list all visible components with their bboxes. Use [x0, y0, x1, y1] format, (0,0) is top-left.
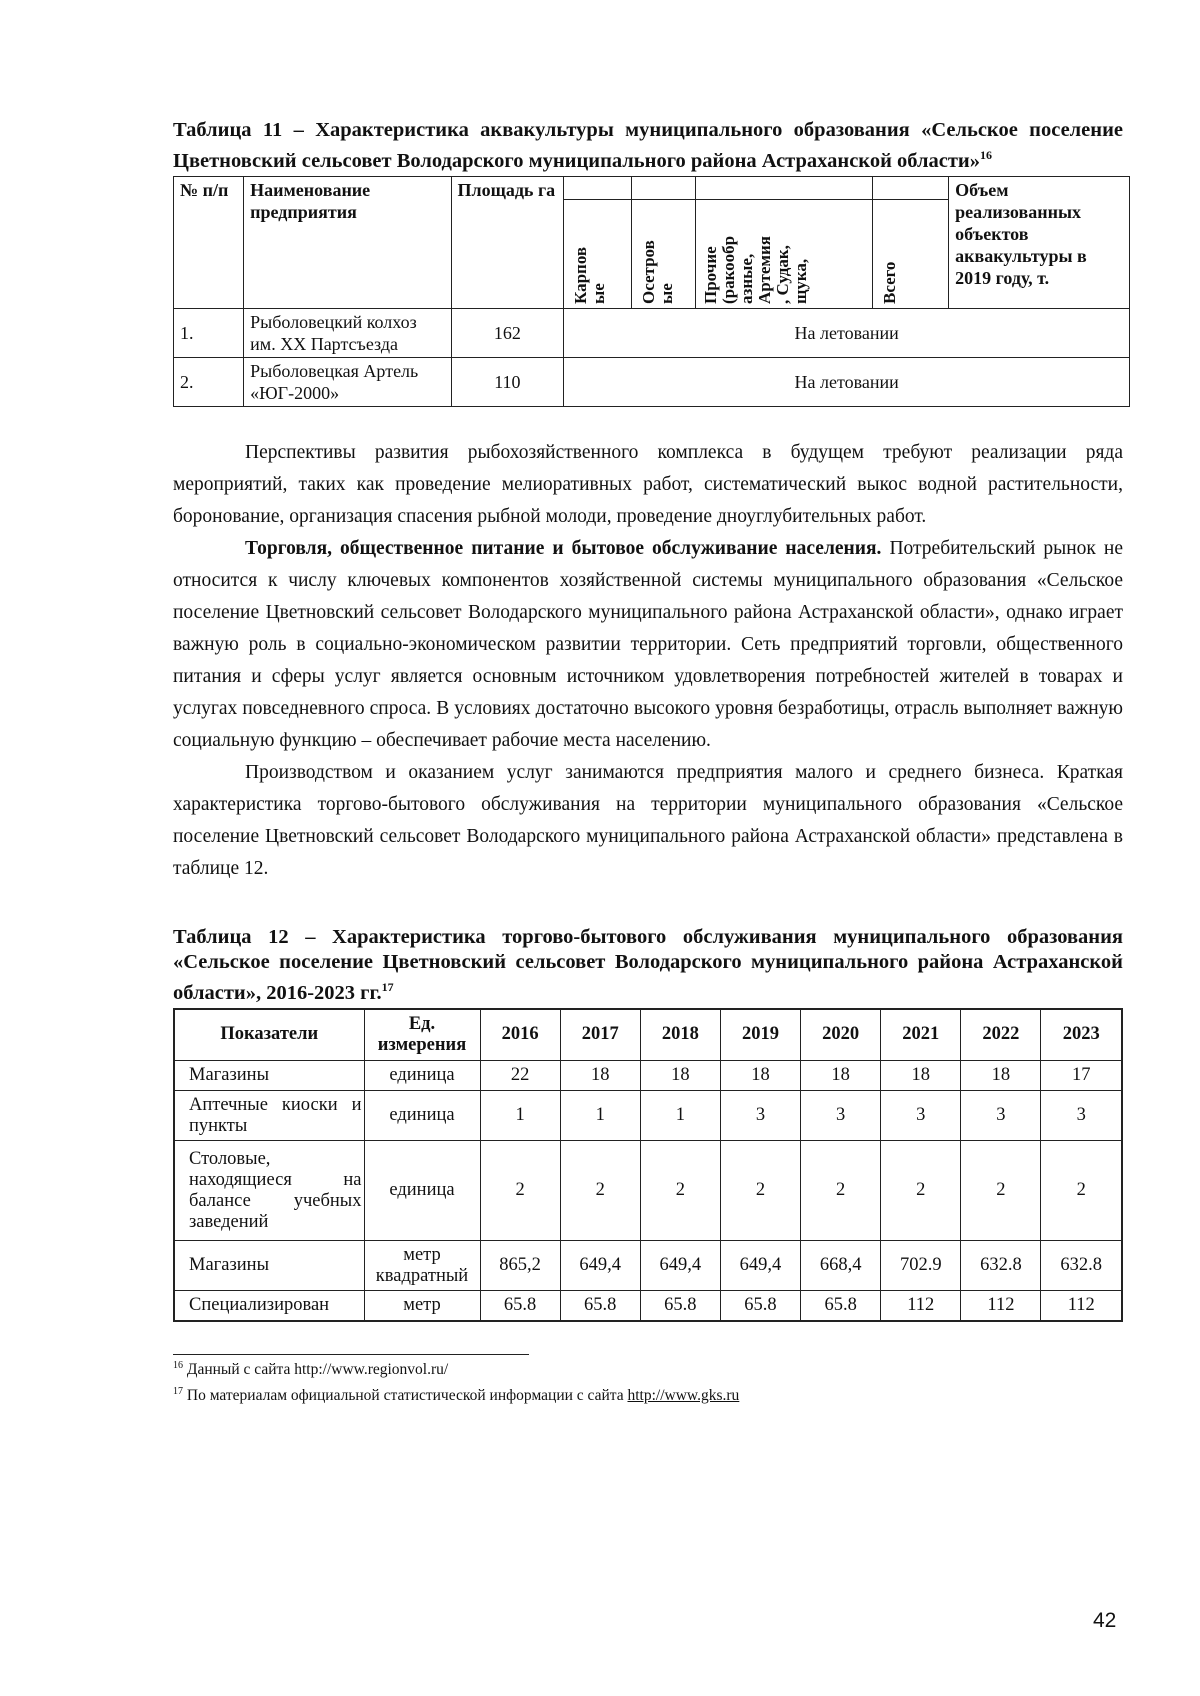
row-value: 2 [881, 1141, 961, 1241]
row-value: 649,4 [560, 1241, 640, 1291]
row-value: 2 [720, 1141, 800, 1241]
row-area: 162 [451, 308, 564, 357]
table-12-caption: Таблица 12 – Характеристика торгово-бытового обслуживания муниципального образования «Сельское поселение Цветновский сельсовет Володарского муниципального района Астраханской области», 2016-2023 гг.$^{17}$ [173, 925, 1123, 1004]
row-value: 2 [640, 1141, 720, 1241]
header-year: 2018 [640, 1009, 720, 1061]
table-row [174, 1091, 1122, 1141]
row-value: 18 [560, 1061, 640, 1091]
table-row [174, 357, 1130, 406]
row-value: 2 [961, 1141, 1041, 1241]
row-value: 3 [961, 1091, 1041, 1141]
row-value: 65.8 [560, 1291, 640, 1321]
row-value: 3 [720, 1091, 800, 1141]
row-value: 22 [480, 1061, 560, 1091]
table-11 [173, 176, 1130, 407]
header-other: Прочие (ракообр азные, Артемия , Судак, щука, [701, 235, 811, 304]
table-row [174, 1141, 1122, 1241]
row-value: 65.8 [720, 1291, 800, 1321]
footnote-16: $^{16}$ Данный с сайта http://www.regionvol.ru/ [173, 1359, 449, 1378]
row-name: Рыболовецкий колхоз им. XX Партсъезда [244, 308, 451, 357]
row-value: 3 [881, 1091, 961, 1141]
gks-link[interactable]: http://www.gks.ru [627, 1386, 740, 1404]
row-num: 2. [174, 357, 244, 406]
header-year: 2020 [801, 1009, 881, 1061]
row-value: 18 [881, 1061, 961, 1091]
row-value: 2 [1041, 1141, 1122, 1241]
footnote-ref-17[interactable]: 17 [381, 979, 394, 994]
table-row [174, 1291, 1122, 1321]
header-year: 2019 [720, 1009, 800, 1061]
header-year: 2016 [480, 1009, 560, 1061]
row-value: 18 [640, 1061, 720, 1091]
row-value: 65.8 [801, 1291, 881, 1321]
paragraph-1: Перспективы развития рыбохозяйственного комплекса в будущем требуют реализации ряда мероприятий, таких как проведение мелиоративных работ, систематический выкос водной растительности, боронование, организация спасения рыбной молоди, проведение дноуглубительных работ. [173, 441, 1123, 527]
header-sturgeon: Осетров ые [639, 240, 677, 304]
row-value: 2 [480, 1141, 560, 1241]
row-value: 649,4 [720, 1241, 800, 1291]
row-label: Специализирован [174, 1291, 364, 1321]
header-indicator: Показатели [174, 1009, 364, 1061]
row-value: 17 [1041, 1061, 1122, 1091]
header-unit: Ед. измерения [364, 1009, 480, 1061]
row-label: Столовые, находящиеся на балансе учебных заведений [174, 1141, 364, 1241]
header-volume: Объем реализованных объектов аквакультуры в 2019 году, т. [949, 176, 1130, 308]
header-year: 2022 [961, 1009, 1041, 1061]
row-value: 3 [801, 1091, 881, 1141]
row-label: Магазины [174, 1061, 364, 1091]
header-carp: Карпов ые [571, 246, 609, 304]
row-unit: единица [364, 1061, 480, 1091]
row-value: 668,4 [801, 1241, 881, 1291]
header-total: Всего [879, 261, 899, 304]
row-label: Магазины [174, 1241, 364, 1291]
row-value: 18 [961, 1061, 1041, 1091]
row-value: 649,4 [640, 1241, 720, 1291]
header-year: 2021 [881, 1009, 961, 1061]
row-value: 1 [560, 1091, 640, 1141]
page-number: 42 [1093, 1609, 1117, 1632]
row-name: Рыболовецкая Артель «ЮГ-2000» [244, 357, 451, 406]
table-row [174, 1241, 1122, 1291]
row-value: 112 [1041, 1291, 1122, 1321]
table-11-caption: Таблица 11 – Характеристика аквакультуры муниципального образования «Сельское поселение Цветновский сельсовет Володарского муниципального района Астраханской области»$^{16}$ [173, 119, 1123, 172]
paragraph-2 [173, 533, 1123, 757]
row-value: 3 [1041, 1091, 1122, 1141]
row-value: 65.8 [480, 1291, 560, 1321]
row-value: 1 [640, 1091, 720, 1141]
header-year: 2023 [1041, 1009, 1122, 1061]
row-value: 632.8 [1041, 1241, 1122, 1291]
row-area: 110 [451, 357, 564, 406]
row-value: 702.9 [881, 1241, 961, 1291]
row-value: 865,2 [480, 1241, 560, 1291]
table-row [174, 1061, 1122, 1091]
row-value: 1 [480, 1091, 560, 1141]
row-value: 632.8 [961, 1241, 1041, 1291]
header-year: 2017 [560, 1009, 640, 1061]
row-value: 65.8 [640, 1291, 720, 1321]
row-unit: единица [364, 1091, 480, 1141]
footnote-17: $^{17}$ По материалам официальной статистической информации с сайта http://www.gks.ru [173, 1385, 740, 1404]
document-page [173, 118, 1123, 1407]
header-num: № п/п [174, 176, 244, 308]
row-unit: метр квадратный [364, 1241, 480, 1291]
row-value: 18 [720, 1061, 800, 1091]
footnote-ref-16[interactable]: 16 [980, 148, 992, 162]
row-value: 2 [560, 1141, 640, 1241]
row-unit: метр [364, 1291, 480, 1321]
row-status: На летовании [564, 308, 1130, 357]
row-value: 112 [881, 1291, 961, 1321]
row-num: 1. [174, 308, 244, 357]
paragraph-3: Производством и оказанием услуг занимаются предприятия малого и среднего бизнеса. Краткая характеристика торгово-бытового обслуживания на территории муниципального образования «Сельское поселение Цветновский сельсовет Володарского муниципального района Астраханской области» представлена в таблице 12. [173, 761, 1123, 879]
row-value: 18 [801, 1061, 881, 1091]
row-label: Аптечные киоски и пункты [174, 1091, 364, 1141]
row-value: 2 [801, 1141, 881, 1241]
header-area: Площадь га [451, 176, 564, 308]
row-status: На летовании [564, 357, 1130, 406]
table-12 [173, 1008, 1123, 1322]
table-row [174, 308, 1130, 357]
paragraph-2-text: Потребительский рынок не относится к числу ключевых компонентов хозяйственной системы муниципального образования «Сельское поселение Цветновский сельсовет Володарского муниципального района Астраханской области», однако играет важную роль в социально-экономическом развитии территории. Сеть предприятий торговли, общественного питания и сферы услуг является основным источником удовлетворения потребностей жителей в товарах и услугах повседневного спроса. В условиях достаточно высокого уровня безработицы, отрасль выполняет важную социальную функцию – обеспечивает рабочие места населению. [173, 537, 1123, 751]
row-unit: единица [364, 1141, 480, 1241]
row-value: 112 [961, 1291, 1041, 1321]
paragraph-2-heading: Торговля, общественное питание и бытовое обслуживание населения. [245, 537, 882, 559]
header-name: Наименование предприятия [244, 176, 451, 308]
